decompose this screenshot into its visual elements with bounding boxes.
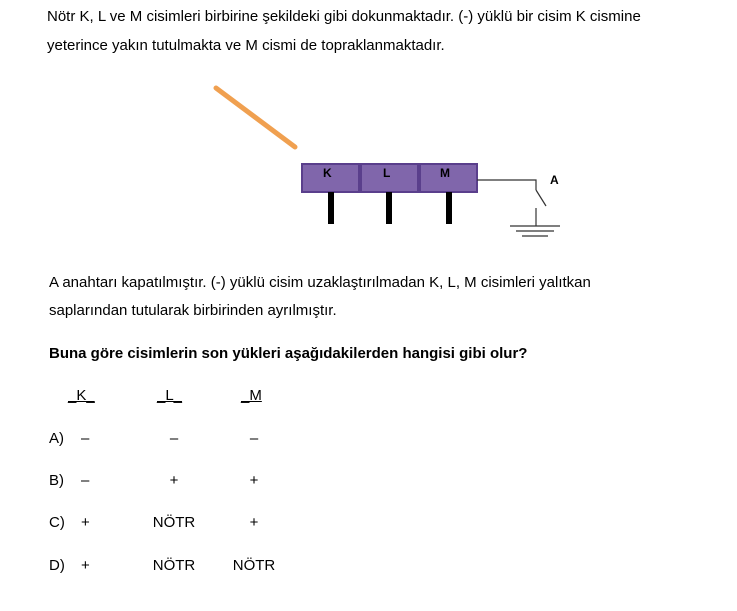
option-b-k: – <box>81 472 90 489</box>
label-k: K <box>323 166 332 180</box>
option-d-k: + <box>81 557 90 574</box>
switch-lever <box>536 190 546 206</box>
option-d-label[interactable]: D) <box>49 557 65 574</box>
option-a-l: – <box>169 430 179 447</box>
option-b-m: + <box>249 472 259 489</box>
stand-l <box>386 192 392 224</box>
option-c-k: + <box>81 514 90 531</box>
stand-k <box>328 192 334 224</box>
option-b-l: + <box>169 472 179 489</box>
header-m: _M <box>241 387 262 404</box>
intro-line-1: Nötr K, L ve M cisimleri birbirine şekildeki gibi dokunmaktadır. (-) yüklü bir cisim K cismine <box>47 8 641 25</box>
action-line-2: saplarından tutularak birbirinden ayrılmıştır. <box>49 302 337 319</box>
intro-line-2: yeterince yakın tutulmakta ve M cismi de topraklanmaktadır. <box>47 37 445 54</box>
ground-wire <box>477 180 536 190</box>
option-a-m: – <box>249 430 259 447</box>
option-a-label[interactable]: A) <box>49 430 64 447</box>
option-d-l: NÖTR <box>152 557 196 574</box>
stand-m <box>446 192 452 224</box>
option-c-m: + <box>249 514 259 531</box>
charged-rod <box>216 88 295 147</box>
header-l: _L_ <box>157 387 183 404</box>
label-m: M <box>440 166 450 180</box>
option-c-l: NÖTR <box>152 514 196 531</box>
action-line-1: A anahtarı kapatılmıştır. (-) yüklü cisim uzaklaştırılmadan K, L, M cisimleri yalıtkan <box>49 274 591 291</box>
option-c-label[interactable]: C) <box>49 514 65 531</box>
switch-label: A <box>550 173 559 187</box>
header-k: _K_ <box>68 387 95 404</box>
label-l: L <box>383 166 391 180</box>
option-a-k: – <box>81 430 90 447</box>
option-d-m: NÖTR <box>232 557 276 574</box>
question: Buna göre cisimlerin son yükleri aşağıdakilerden hangisi gibi olur? <box>49 345 528 362</box>
option-b-label[interactable]: B) <box>49 472 64 489</box>
